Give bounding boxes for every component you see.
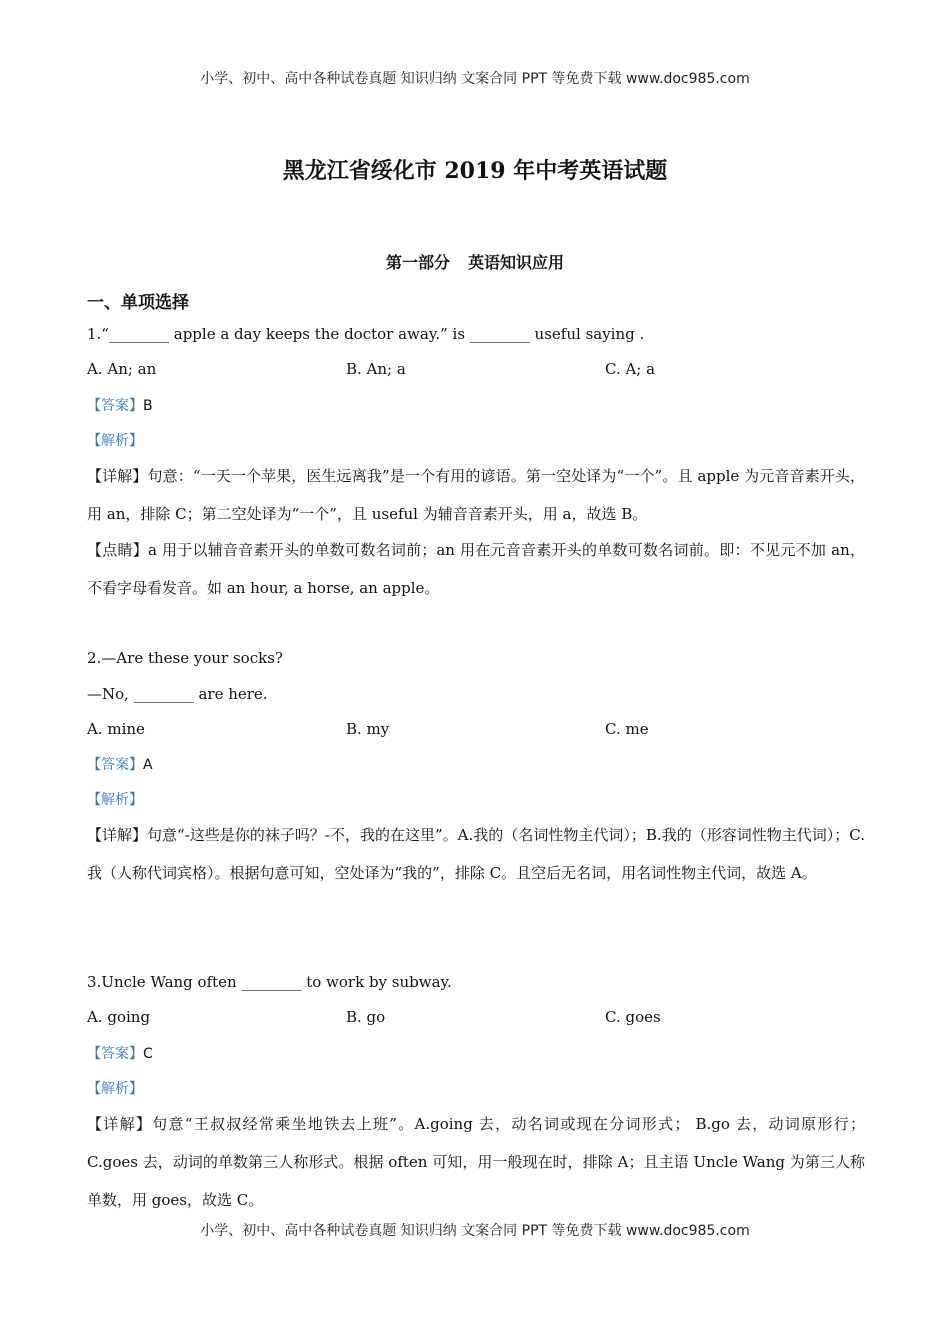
question-3-detail: 【详解】句意“王叔叔经常乘坐地铁去上班”。A.going 去，动名词或现在分词形式； B.go 去，动词原形行； C.goes 去，动词的单数第三人称形式。根据 often 可知，用一般现在时，排除 A；且主语 Uncle Wang 为第三人称单数，用 goes，故选 C。 (87, 1115, 865, 1209)
answer-label: 【答案】 (87, 757, 143, 773)
question-1-stem: 1.“________ apple a day keeps the doctor away.” is ________ useful saying . (87, 325, 645, 343)
question-1-answer (87, 395, 153, 416)
question-1-option-b: B. An; a (346, 360, 406, 378)
question-3-answer (87, 1043, 153, 1064)
page-footer: 小学、初中、高中各种试卷真题 知识归纳 文案合同 PPT 等免费下载 www.doc985.com (200, 1223, 750, 1239)
question-2-analysis-label: 【解析】 (87, 792, 143, 808)
page-title: 黑龙江省绥化市 2019 年中考英语试题 (282, 158, 668, 184)
question-2-option-a: A. mine (87, 720, 145, 738)
answer-value: A (143, 757, 153, 773)
question-3-option-c: C. goes (605, 1008, 661, 1026)
question-2-stem-line1: 2.—Are these your socks? (87, 649, 283, 667)
question-1-tip: 【点睛】a 用于以辅音音素开头的单数可数名词前；an 用在元音音素开头的单数可数名词前。即：不见元不加 an，不看字母看发音。如 an hour, a horse, an apple。 (87, 541, 865, 597)
question-1-option-a: A. An; an (87, 360, 157, 378)
page-header: 小学、初中、高中各种试卷真题 知识归纳 文案合同 PPT 等免费下载 www.doc985.com (200, 71, 750, 87)
question-3-option-a: A. going (87, 1008, 151, 1026)
answer-label: 【答案】 (87, 1046, 143, 1062)
question-1-option-c: C. A; a (605, 360, 656, 378)
question-2-answer (87, 754, 153, 775)
question-1-analysis-label: 【解析】 (87, 433, 143, 449)
question-2-option-c: C. me (605, 720, 649, 738)
part-heading (0, 250, 950, 273)
question-1-detail: 【详解】句意：“一天一个苹果，医生远离我”是一个有用的谚语。第一空处译为“一个”。且 apple 为元音音素开头，用 an，排除 C；第二空处译为“一个”，且 useful 为辅音音素开头，用 a，故选 B。 (87, 467, 865, 523)
answer-value: C (143, 1046, 153, 1062)
answer-value: B (143, 398, 153, 414)
question-2-stem-line2: —No, ________ are here. (87, 685, 268, 703)
part-name: 第一部分 (385, 253, 450, 272)
question-2-option-b: B. my (346, 720, 390, 738)
section-heading: 一、单项选择 (87, 293, 189, 313)
question-3-analysis-label: 【解析】 (87, 1081, 143, 1097)
answer-label: 【答案】 (87, 398, 143, 414)
question-3-stem: 3.Uncle Wang often ________ to work by subway. (87, 973, 452, 991)
question-3-option-b: B. go (346, 1008, 386, 1026)
part-subject: 英语知识应用 (468, 253, 565, 272)
question-2-detail: 【详解】句意“-这些是你的袜子吗？-不，我的在这里”。A.我的（名词性物主代词）；B.我的（形容词性物主代词）；C.我（人称代词宾格）。根据句意可知，空处译为“我的”，排除 C。且空后无名词，用名词性物主代词，故选 A。 (87, 826, 865, 882)
